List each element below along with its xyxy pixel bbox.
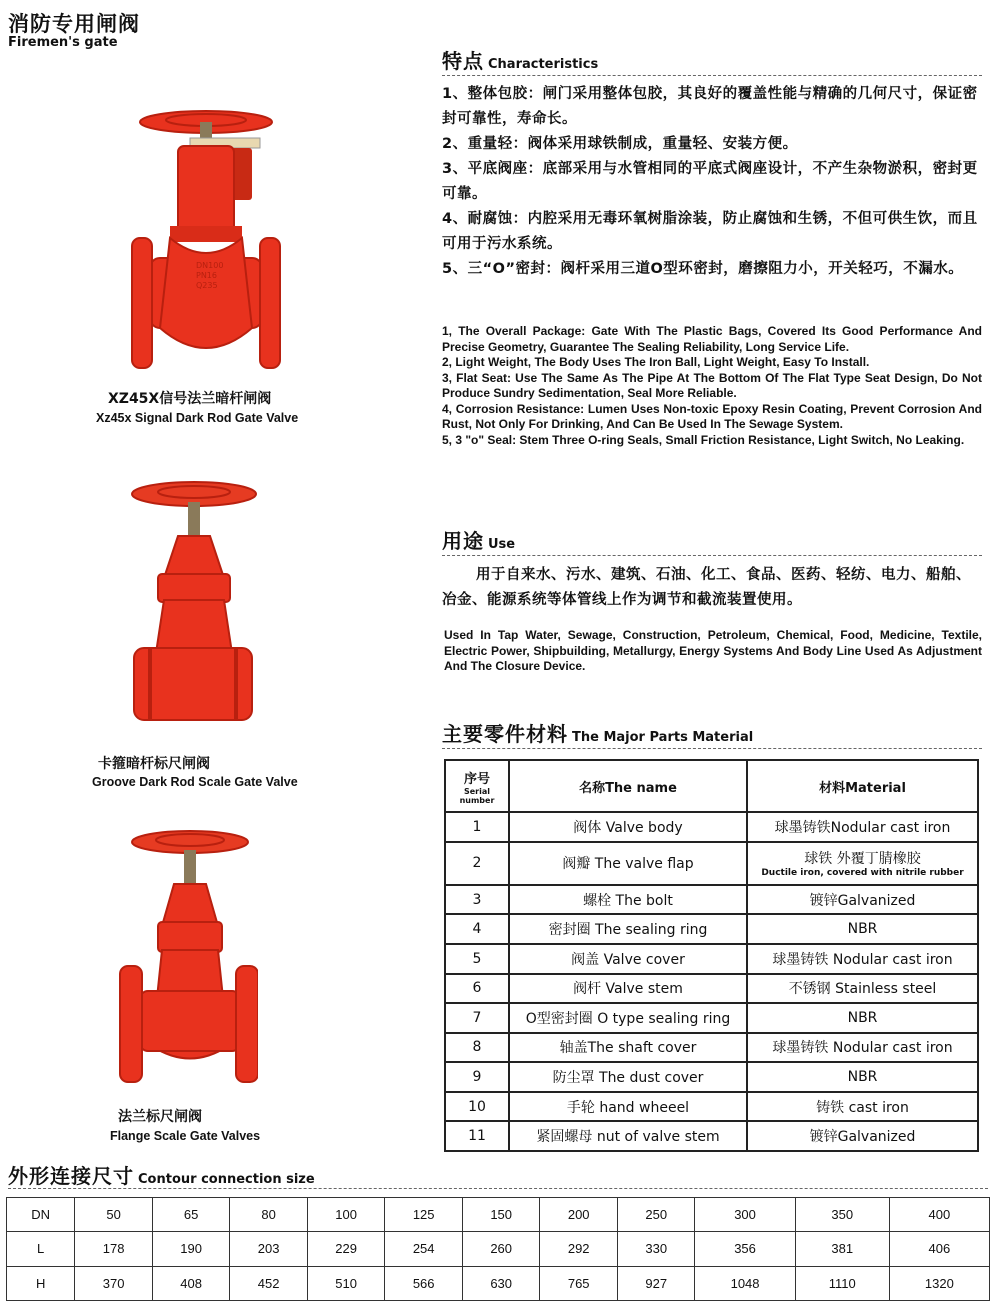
dims-cell: 200: [540, 1198, 618, 1232]
row-name: 螺栓 The bolt: [509, 885, 747, 915]
row-material: 球墨铸铁 Nodular cast iron: [747, 944, 978, 974]
dims-cell: 150: [462, 1198, 540, 1232]
characteristic-cn-3: 3、平底阀座：底部采用与水管相同的平底式阀座设计，不产生杂物淤积，密封更可靠。: [442, 161, 978, 202]
dims-cell: 190: [152, 1232, 230, 1266]
row-material-sub: Ductile iron, covered with nitrile rubber: [761, 868, 964, 879]
product-1-name-cn: XZ45X信号法兰暗杆闸阀: [108, 391, 272, 407]
row-material: 镀锌Galvanized: [747, 885, 978, 915]
row-name: 轴盖The shaft cover: [509, 1033, 747, 1063]
section-title-dimensions: [8, 1160, 988, 1189]
row-no: 4: [445, 914, 509, 944]
use-title-en: Use: [488, 537, 516, 552]
dims-cell: 1110: [795, 1266, 889, 1300]
valve-marking-3: Q235: [196, 281, 218, 290]
row-material: NBR: [747, 1003, 978, 1033]
table-row: [445, 1062, 978, 1092]
product-2-name-en: Groove Dark Rod Scale Gate Valve: [92, 775, 298, 789]
row-no: 1: [445, 812, 509, 842]
use-text-en: Used In Tap Water, Sewage, Construction, Petroleum, Chemical, Food, Medicine, Textile, Electric Power, Shipbuilding, Metallurgy, Energy Systems And Body Line Used As Adjustment And The Closure Device.: [444, 628, 982, 673]
dims-row-h: [7, 1266, 990, 1300]
dims-cell: 400: [889, 1198, 989, 1232]
section-title-characteristics: [442, 45, 982, 76]
use-text-cn: 用于自来水、污水、建筑、石油、化工、食品、医药、轻纺、电力、船舶、冶金、能源系统等体管线上作为调节和截流装置使用。: [442, 567, 971, 608]
table-row: [445, 885, 978, 915]
dims-cell: 927: [617, 1266, 695, 1300]
parts-table: [444, 759, 979, 1152]
row-name: 阀瓣 The valve flap: [509, 842, 747, 885]
characteristic-cn-5: 5、三“O”密封：阀杆采用三道O型环密封，磨擦阻力小，开关轻巧，不漏水。: [442, 261, 964, 277]
row-no: 8: [445, 1033, 509, 1063]
dims-cell: 100: [307, 1198, 385, 1232]
row-name: 密封圈 The sealing ring: [509, 914, 747, 944]
dims-cell: 229: [307, 1232, 385, 1266]
valve-image-flange-scale: [118, 826, 258, 1088]
row-name: 手轮 hand wheeel: [509, 1092, 747, 1122]
dims-cell: 50: [75, 1198, 153, 1232]
characteristics-cn-list: [442, 82, 982, 282]
product-1-name-en: Xz45x Signal Dark Rod Gate Valve: [96, 411, 299, 425]
dims-cell: 80: [230, 1198, 308, 1232]
row-no: 10: [445, 1092, 509, 1122]
dims-cell: 350: [795, 1198, 889, 1232]
dims-cell: 408: [152, 1266, 230, 1300]
row-material: 镀锌Galvanized: [747, 1121, 978, 1151]
row-no: 5: [445, 944, 509, 974]
dims-label: DN: [7, 1198, 75, 1232]
row-name: 阀盖 Valve cover: [509, 944, 747, 974]
valve-image-groove: [128, 478, 258, 728]
section-title-use: [442, 525, 982, 556]
row-material: NBR: [747, 1062, 978, 1092]
parts-title-cn: 主要零件材料: [442, 722, 568, 746]
dims-cell: 65: [152, 1198, 230, 1232]
row-material: 不锈钢 Stainless steel: [747, 974, 978, 1004]
row-no: 6: [445, 974, 509, 1004]
dims-cell: 370: [75, 1266, 153, 1300]
characteristics-title-cn: 特点: [442, 49, 484, 73]
page-title-en: Firemen's gate: [8, 35, 118, 50]
row-no: 7: [445, 1003, 509, 1033]
header-serial-en: Serial number: [459, 786, 495, 805]
characteristic-cn-4: 4、耐腐蚀：内腔采用无毒环氧树脂涂装，防止腐蚀和生锈，不但可供生饮，而且可用于污水系统。: [442, 211, 978, 252]
section-title-parts: [442, 718, 982, 749]
dims-cell: 381: [795, 1232, 889, 1266]
table-row: [445, 974, 978, 1004]
row-material: 铸铁 cast iron: [747, 1092, 978, 1122]
row-material: 球墨铸铁Nodular cast iron: [747, 812, 978, 842]
characteristic-cn-2: 2、重量轻：阀体采用球铁制成，重量轻、安装方便。: [442, 136, 798, 152]
row-name: 防尘罩 The dust cover: [509, 1062, 747, 1092]
row-material: NBR: [747, 914, 978, 944]
dims-cell: 260: [462, 1232, 540, 1266]
characteristics-en-list: [442, 324, 982, 448]
valve-marking-1: DN100: [196, 261, 224, 270]
row-material-main: 球铁 外覆丁腈橡胶: [804, 851, 921, 868]
table-row: [445, 1003, 978, 1033]
row-no: 3: [445, 885, 509, 915]
dims-row-dn: [7, 1198, 990, 1232]
table-row: [445, 914, 978, 944]
dims-cell: 452: [230, 1266, 308, 1300]
table-row: [445, 1033, 978, 1063]
row-name: 阀杆 Valve stem: [509, 974, 747, 1004]
dims-cell: 765: [540, 1266, 618, 1300]
characteristic-en-4: 4, Corrosion Resistance: Lumen Uses Non-toxic Epoxy Resin Coating, Prevent Corrosion And Rust, Not Only For Drinking, And Can Be Used In The Sewage System.: [442, 401, 982, 431]
table-row: [445, 812, 978, 842]
page-title-cn: 消防专用闸阀: [8, 12, 140, 36]
header-serial-cn: 序号: [463, 771, 490, 787]
row-no: 11: [445, 1121, 509, 1151]
dims-cell: 566: [385, 1266, 463, 1300]
row-name: 阀体 Valve body: [509, 812, 747, 842]
dims-cell: 250: [617, 1198, 695, 1232]
parts-title-en: The Major Parts Material: [572, 730, 754, 745]
valve-image-signal-flange: [130, 108, 282, 378]
characteristic-en-2: 2, Light Weight, The Body Uses The Iron Ball, Light Weight, Easy To Install.: [442, 355, 870, 369]
row-material: [747, 842, 978, 885]
product-3-name-en: Flange Scale Gate Valves: [110, 1129, 261, 1143]
dims-cell: 510: [307, 1266, 385, 1300]
characteristics-title-en: Characteristics: [488, 57, 599, 72]
dims-cell: 1320: [889, 1266, 989, 1300]
dims-cell: 1048: [695, 1266, 795, 1300]
characteristic-en-1: 1, The Overall Package: Gate With The Plastic Bags, Covered Its Good Performance And Precise Geometry, Guarantee The Sealing Reliability, Long Service Life.: [442, 324, 982, 354]
parts-header-row: [445, 760, 978, 812]
dimensions-title-en: Contour connection size: [138, 1172, 315, 1187]
dims-cell: 300: [695, 1198, 795, 1232]
dims-cell: 254: [385, 1232, 463, 1266]
dimensions-table: [6, 1197, 990, 1301]
header-serial: [445, 760, 509, 812]
dims-cell: 406: [889, 1232, 989, 1266]
row-no: 9: [445, 1062, 509, 1092]
dims-cell: 330: [617, 1232, 695, 1266]
product-3-name-cn: 法兰标尺闸阀: [118, 1109, 202, 1125]
use-title-cn: 用途: [442, 529, 484, 553]
header-name: 名称The name: [509, 760, 747, 812]
dims-cell: 292: [540, 1232, 618, 1266]
table-row: [445, 842, 978, 885]
dimensions-title-cn: 外形连接尺寸: [8, 1164, 134, 1188]
row-no: 2: [445, 842, 509, 885]
valve-marking-2: PN16: [196, 271, 217, 280]
table-row: [445, 1121, 978, 1151]
dims-label: H: [7, 1266, 75, 1300]
characteristic-en-5: 5, 3 "o" Seal: Stem Three O-ring Seals, Small Friction Resistance, Light Switch, No Leaking.: [442, 432, 965, 447]
table-row: [445, 1092, 978, 1122]
table-row: [445, 944, 978, 974]
header-material: 材料Material: [747, 760, 978, 812]
dims-cell: 125: [385, 1198, 463, 1232]
dims-cell: 630: [462, 1266, 540, 1300]
dims-cell: 203: [230, 1232, 308, 1266]
product-2-name-cn: 卡箍暗杆标尺闸阀: [98, 756, 210, 772]
dims-row-l: [7, 1232, 990, 1266]
row-material: 球墨铸铁 Nodular cast iron: [747, 1033, 978, 1063]
dims-cell: 178: [75, 1232, 153, 1266]
row-name: O型密封圈 O type sealing ring: [509, 1003, 747, 1033]
row-name: 紧固螺母 nut of valve stem: [509, 1121, 747, 1151]
dims-cell: 356: [695, 1232, 795, 1266]
characteristic-cn-1: 1、整体包胶：闸门采用整体包胶，其良好的覆盖性能与精确的几何尺寸，保证密封可靠性，寿命长。: [442, 86, 978, 127]
dims-label: L: [7, 1232, 75, 1266]
characteristic-en-3: 3, Flat Seat: Use The Same As The Pipe At The Bottom Of The Flat Type Seat Design, Do Not Produce Sundry Sedimentation, Seal More Reliable.: [442, 370, 982, 400]
